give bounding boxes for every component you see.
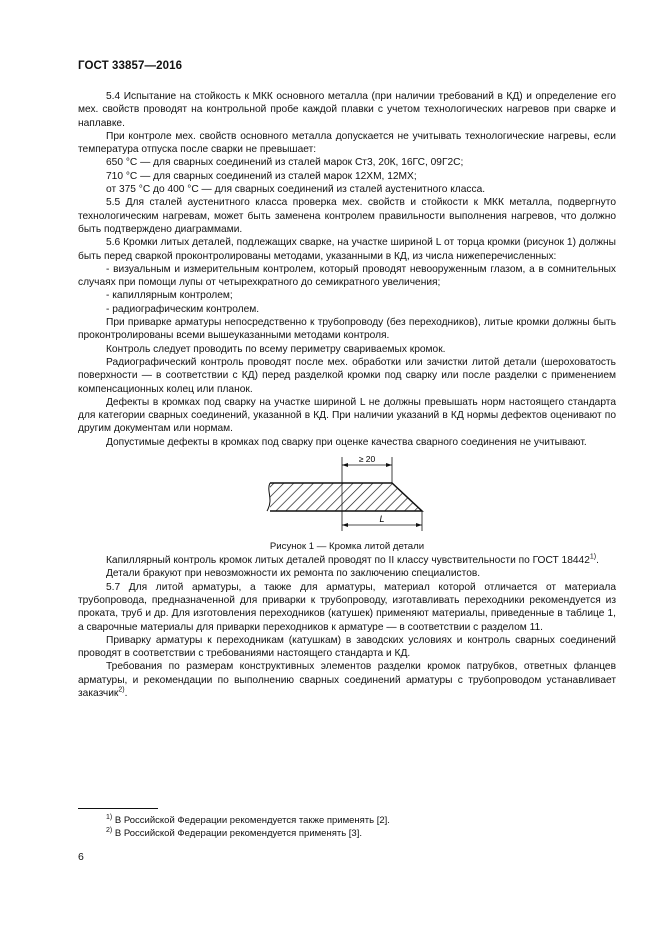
paragraph: Детали бракуют при невозможности их ремонта по заключению специалистов. bbox=[106, 568, 481, 580]
arrow-icon bbox=[416, 523, 422, 527]
paragraph-text: Требования по размерам конструктивных элементов разделки кромок патрубков, ответных фланцев арматуры, и рекомендации по выполнению сварных соединений арматуры с трубопроводом устанавливает заказчик bbox=[78, 661, 616, 699]
footnote-mark: 1) bbox=[106, 813, 113, 821]
list-item: - визуальным и измерительным контролем, который проводят невооруженным глазом, а в сомнительных случаях при помощи лупы от четырехкратного до семикратного увеличения; bbox=[78, 263, 616, 289]
footnotes bbox=[106, 815, 390, 840]
paragraph: Дефекты в кромках под сварку на участке шириной L не должны превышать норм настоящего стандарта для категории сварных соединений, указанной в КД. При наличии указаний в КД нормы дефектов оценивают по другим документам или нормам. bbox=[78, 396, 616, 435]
paragraph: Допустимые дефекты в кромках под сварку при оценке качества сварного соединения не учитывают. bbox=[106, 436, 587, 448]
paragraph: Капиллярный контроль кромок литых деталей проводят по II классу чувствительности по ГОСТ 18442$^{1)}$. bbox=[106, 553, 599, 567]
footnote-ref[interactable]: 1) bbox=[589, 553, 597, 561]
break-line bbox=[267, 483, 270, 511]
dim-label-bottom: L bbox=[379, 514, 385, 525]
arrow-icon bbox=[386, 463, 392, 467]
paragraph: Радиографический контроль проводят после мех. обработки или зачистки литой детали (шероховатость поверхности — в соответствии с КД) перед разделкой кромки под сварку или после разделки с применением компенсационных колец или планок. bbox=[78, 356, 616, 395]
footnote-mark: 2) bbox=[106, 826, 113, 834]
body-text bbox=[78, 90, 616, 700]
figure-1 bbox=[78, 453, 616, 552]
list-item: от 375 °С до 400 °С — для сварных соединений из сталей аустенитного класса. bbox=[106, 184, 486, 196]
arrow-icon bbox=[342, 523, 348, 527]
footnote-text: В Российской Федерации рекомендуется применять [3]. bbox=[114, 827, 362, 839]
paragraph-text: Капиллярный контроль кромок литых деталей проводят по II классу чувствительности по ГОСТ 18442 bbox=[106, 555, 590, 567]
footnote-divider bbox=[78, 808, 158, 809]
paragraph: При контроле мех. свойств основного металла допускается не учитывать технологические нагревы, если температура отпуска после сварки не превышает: bbox=[78, 130, 616, 156]
paragraph: При приварке арматуры непосредственно к трубопроводу (без переходников), литые кромки должны быть проконтролированы всеми вышеуказанными методами контроля. bbox=[78, 317, 616, 342]
dim-label-top: ≥ 20 bbox=[358, 454, 376, 465]
list-item: 650 °С — для сварных соединений из сталей марок Ст3, 20К, 16ГС, 09Г2С; bbox=[106, 157, 464, 169]
paragraph-5-5: 5.5 Для сталей аустенитного класса проверка мех. свойств и стойкости к МКК металла, подвергнуто технологическим нагревам, может быть заменена контролем правильности выполнения нагревов, что должно быть подтверждено диаграммами. bbox=[78, 197, 616, 235]
footnote-ref[interactable]: 2) bbox=[118, 686, 125, 694]
figure-caption: Рисунок 1 — Кромка литой детали bbox=[269, 541, 425, 553]
standard-header: ГОСТ 33857—2016 bbox=[78, 60, 183, 72]
footnote-item bbox=[106, 815, 390, 828]
paragraph: Контроль следует проводить по всему периметру свариваемых кромок. bbox=[106, 343, 446, 355]
footnote-item bbox=[106, 828, 390, 841]
paragraph-5-7: 5.7 Для литой арматуры, а также для арматуры, материал которой отличается от материала трубопровода, предназначенной для приварки к трубопроводу, изготавливать переходники рекомендуется из проката, труб и др. Для изготовления переходников (катушек) применяют материалы, приведенные в таблице 1, а сварочные материалы для приварки переходников к арматуре — в соответствии с разделом 11. bbox=[78, 581, 616, 633]
paragraph: Требования по размерам конструктивных элементов разделки кромок патрубков, ответных фланцев арматуры, и рекомендации по выполнению сварных соединений арматуры с трубопроводом устанавливает заказчик$^{2)}$. bbox=[78, 661, 616, 699]
edge-drawing bbox=[264, 453, 424, 543]
list-item: 710 °С — для сварных соединений из сталей марок 12ХМ, 12МХ; bbox=[106, 170, 417, 182]
hatched-section bbox=[270, 483, 422, 511]
arrow-icon bbox=[342, 463, 348, 467]
paragraph: Приварку арматуры к переходникам (катушкам) в заводских условиях и контроль сварных соединений проводят в соответствии с требованиями настоящего стандарта и КД. bbox=[78, 634, 616, 660]
footnote-text: В Российской Федерации рекомендуется также применять [2]. bbox=[114, 815, 390, 826]
list-item: - радиографическим контролем. bbox=[106, 303, 260, 315]
list-item: - капиллярным контролем; bbox=[106, 290, 233, 302]
paragraph-5-4: 5.4 Испытание на стойкость к МКК основного металла (при наличии требований в КД) и определение его мех. свойств проводят на контрольной пробе каждой плавки с учетом технологических нагревов при сварке и наплавке. bbox=[78, 91, 616, 129]
paragraph-5-6: 5.6 Кромки литых деталей, подлежащих сварке, на участке шириной L от торца кромки (рисунок 1) должны быть перед сваркой проконтролированы методами, указанными в КД, из числа нижеперечисленных: bbox=[78, 237, 616, 262]
page-number: 6 bbox=[78, 851, 84, 863]
